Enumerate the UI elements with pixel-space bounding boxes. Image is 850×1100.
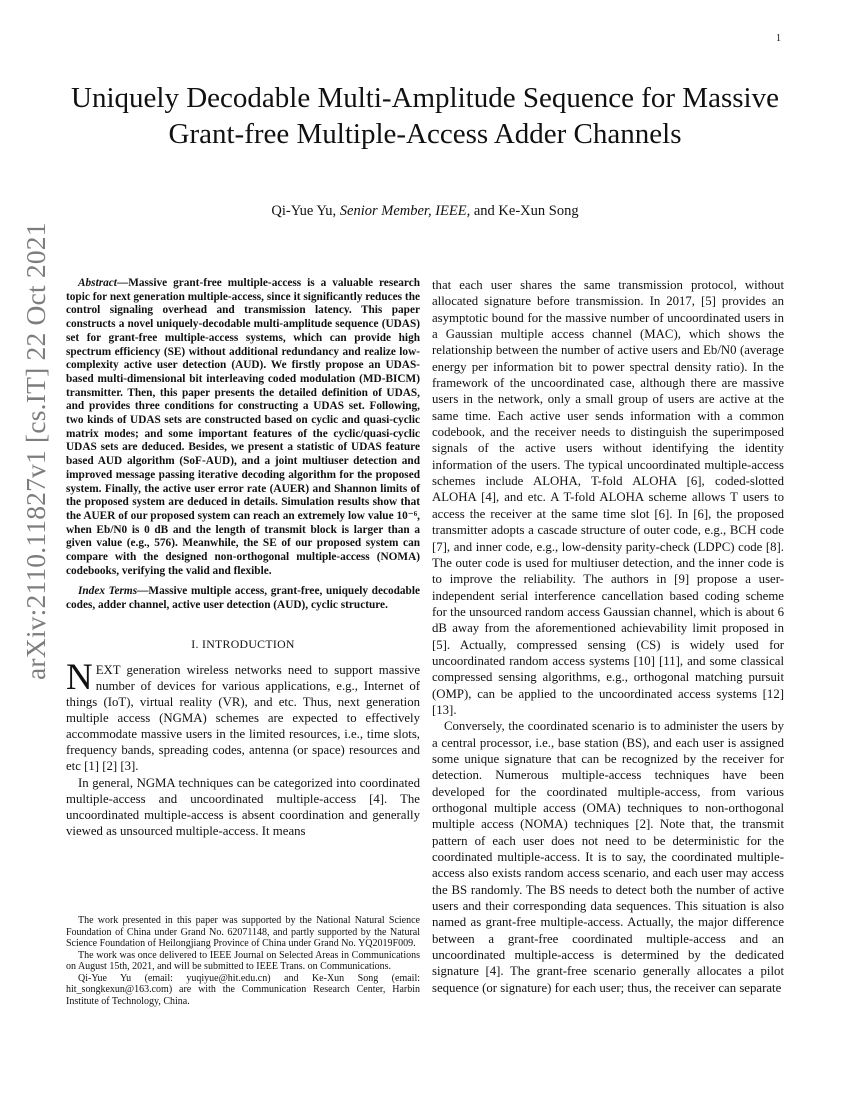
intro-paragraph-1-text: EXT generation wireless networks need to support massive number of devices for various applications, e.g., Internet of things (IoT), virtual reality (VR), and etc. Thus, next generation multiple access (NGMA) schemes are expected to effectively accommodate massive users in the limited resources, i.e., time slots, frequency bands, spreading codes, antenna (or space) resources and etc [1] [2] [3]. [66, 662, 420, 774]
right-paragraph-2: Conversely, the coordinated scenario is to administer the users by a central processor, i.e., base station (BS), and each user is assigned some unique signature that can be recognized by the receiver for detection. Numerous multiple-access techniques have been developed for the coordinated multiple-access, from various orthogonal multiple access (OMA) techniques to non-orthogonal multiple access (NOMA) techniques [2]. Note that, the transmit pattern of each user does not need to be deterministic for the coordinated multiple-access. It is to say, the coordinated multiple-access also exists random access scenario, and each user may access the BS randomly. The BS needs to detect both the number of active users and their corresponding data sequences. This situation is also named as grant-free multiple-access. Actually, the major difference between a grant-free coordinated multiple-access and an uncoordinated multiple-access is determined by the dedicated signature [4]. The grant-free scenario generally allocates a pilot sequence (or signature) for each user; thus, the receiver can separate [432, 719, 784, 995]
author-names-second: and Ke-Xun Song [473, 203, 579, 219]
right-column [432, 277, 784, 996]
drop-cap: N [66, 656, 93, 698]
abstract-lead: Abstract [78, 277, 117, 289]
section-heading: I. INTRODUCTION [191, 636, 295, 651]
intro-paragraph-1 [66, 656, 420, 775]
footnote-submission: The work was once delivered to IEEE Journal on Selected Areas in Communications on August 15th, 2021, and will be submitted to IEEE Trans. on Communications. [66, 949, 420, 972]
right-paragraph-1: that each user shares the same transmission protocol, without allocated signature before transmission. In 2017, [5] provides an asymptotic bound for the massive number of uncoordinated users in a Gaussian multiple access channel (MAC), which shows the relationship between the number of active users and Eb/N0 (average energy per information bit to power spectral density ratio). In the framework of the uncoordinated case, although there are massive users in the network, only a small group of users are active at the same time. Each active user sends information with a common codebook, and the receiver needs to distinguish the superimposed signals of the active users without identifying the identity information of the users. The typical uncoordinated multiple-access schemes include ALOHA, T-fold ALOHA [6], coded-slotted ALOHA [4], and etc. A T-fold ALOHA scheme allows T users to access the receiver at the same time slot [6]. In [6], the proposed transmitter adopts a cascade structure of outer code, e.g., BCH code [7], and inner code, e.g., low-density parity-check (LDPC) code [8]. The outer code is used for multiuser detection, and the inner code is to improve the reliability. The authors in [9] propose a user-independent serial interference cancellation based coding scheme for the unsourced random access Gaussian channel, which is about 6 dB away from the aforementioned achievability limit proposed in [5]. Actually, compressed sensing (CS) is widely used for uncoordinated random access systems [10] [11], and some classical compressed sensing algorithms, e.g., orthogonal matching pursuit (OMP), can be applied to the uncoordinated access systems [12] [13]. [432, 278, 784, 717]
index-terms-lead: Index Terms [78, 585, 138, 598]
index-terms-text: —Massive multiple access, grant-free, uniquely decodable codes, adder channel, active user detection (AUD), cyclic structure. [66, 585, 420, 612]
footnotes [66, 915, 420, 1007]
author-names: Qi-Yue Yu, [271, 203, 337, 219]
intro-paragraph-2: In general, NGMA techniques can be categorized into coordinated multiple-access and uncoordinated multiple-access [4]. The uncoordinated multiple-access is absent coordination and generally viewed as unsourced multiple-access. It means [66, 775, 420, 838]
index-terms [66, 585, 420, 612]
left-column [66, 277, 420, 839]
author-role: Senior Member, IEEE, [339, 203, 471, 219]
abstract-text: —Massive grant-free multiple-access is a valuable research topic for next generation multiple-access, since it significantly reduces the control signaling overhead and transmission latency. This paper constructs a novel uniquely-decodable multi-amplitude sequence (UDAS) set for grant-free multiple-access systems, which can provide high spectrum efficiency (SE) without additional redundancy and realize low-complexity active user detection (AUD). We firstly propose an UDAS-based multi-dimensional bit interleaving coded modulation (MD-BICM) transmitter. Then, this paper presents the detailed definition of UDAS, and provides three conditions for constructing a UDAS set. Following, two kinds of UDAS sets are constructed based on cyclic and quasi-cyclic matrix modes; and some important features of the cyclic/quasi-cyclic UDAS sets are deduced. Besides, we present a statistic of UDAS feature based AUD algorithm (SoF-AUD), and a joint multiuser detection and improved message passing iterative decoding algorithm for the proposed system. Finally, the active user error rate (AUER) and Shannon limits of the proposed system are deduced in details. Simulation results show that the AUER of our proposed system can reach an extremely low value 10⁻⁶, when Eb/N0 is 0 dB and the length of transmit block is larger than a given value (e.g., 576). Meanwhile, the SE of our proposed system can compare with the designed non-orthogonal multiple-access (NOMA) codebooks, verifying the valid and flexible. [66, 277, 420, 577]
abstract [66, 277, 420, 578]
arxiv-stamp: arXiv:2110.11827v1 [cs.IT] 22 Oct 2021 [20, 222, 51, 680]
footnote-funding: The work presented in this paper was supported by the National Natural Science Foundation of China under Grand No. 62071148, and partly supported by the Natural Science Foundation of Heilongjiang Province of China under Grand No. YQ2019F009. [66, 915, 420, 949]
paper-title: Uniquely Decodable Multi-Amplitude Sequence for Massive Grant-free Multiple-Access Adder Channels [71, 82, 779, 150]
footnote-affiliation: Qi-Yue Yu (email: yuqiyue@hit.edu.cn) and Ke-Xun Song (email: hit_songkexun@163.com) are with the Communication Research Center, Harbin Institute of Technology, China. [66, 972, 420, 1007]
page-number: 1 [776, 33, 781, 44]
author-line [60, 203, 790, 220]
